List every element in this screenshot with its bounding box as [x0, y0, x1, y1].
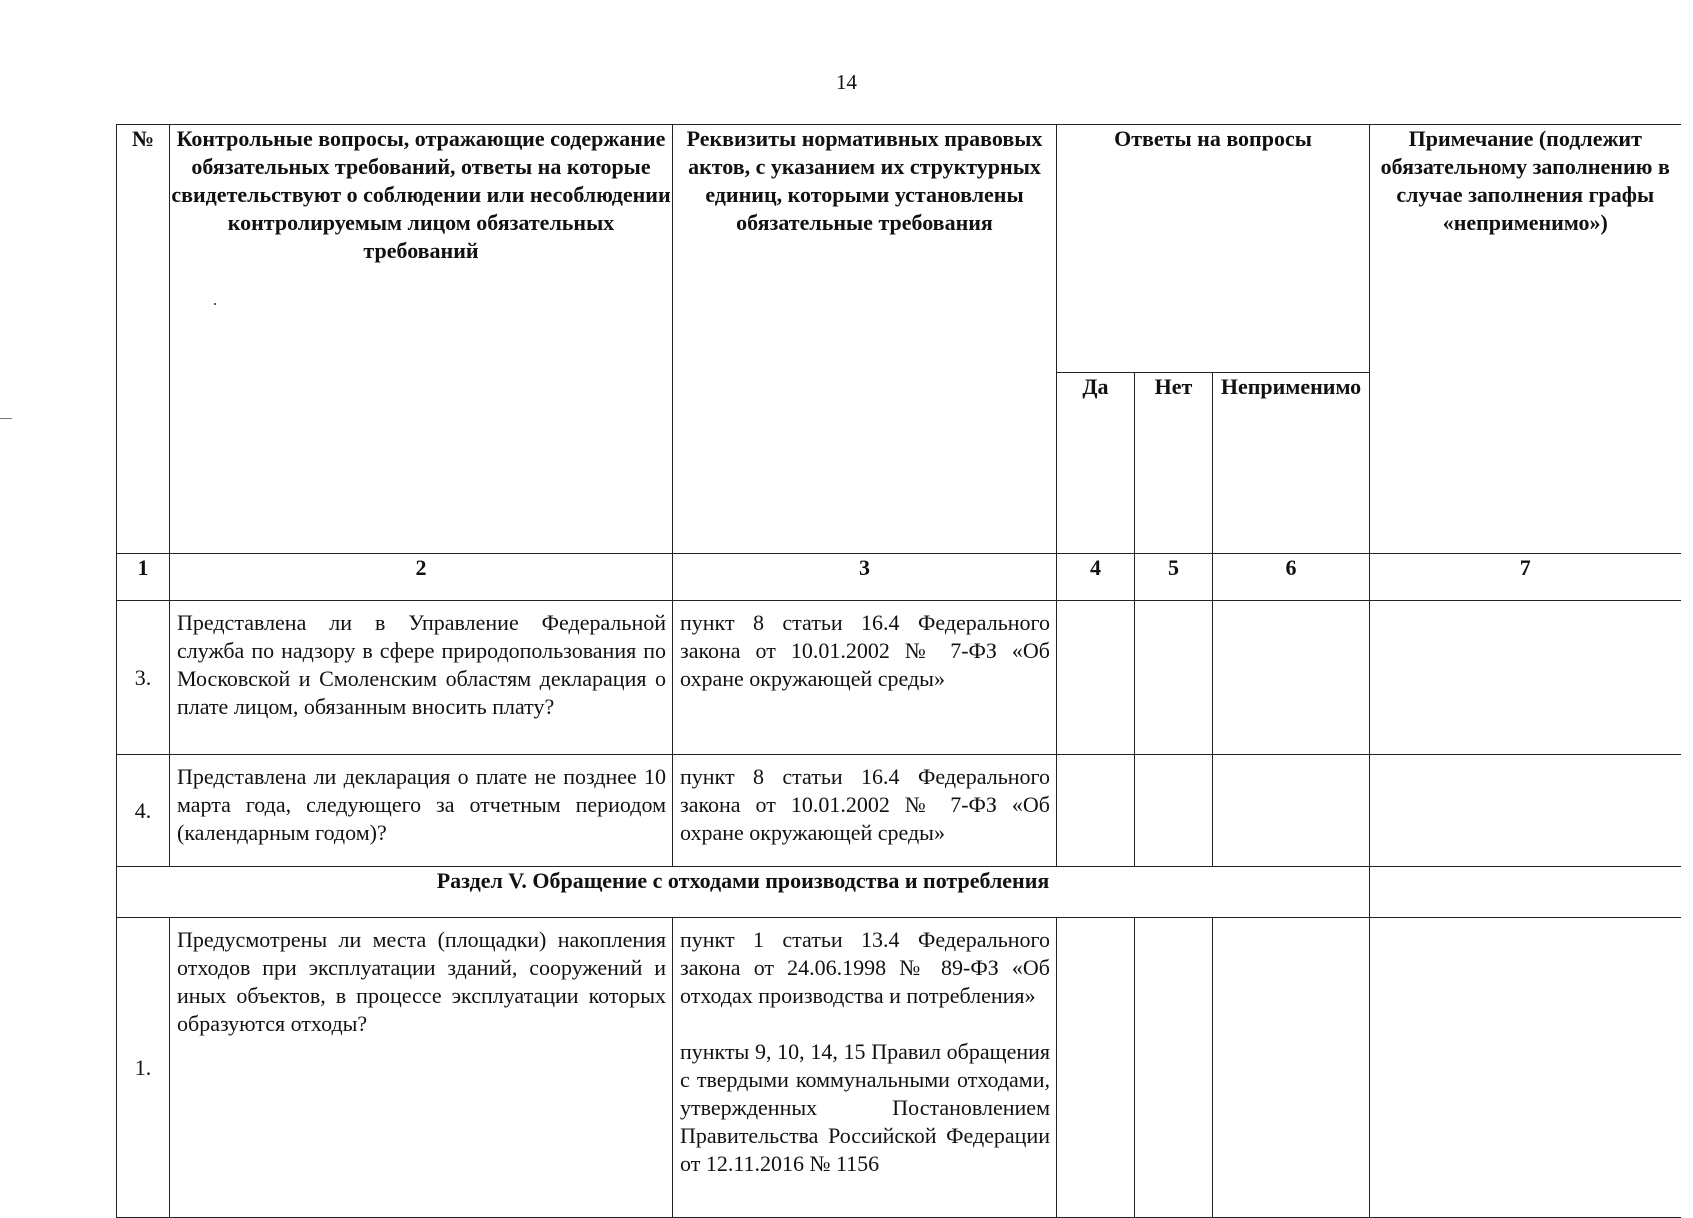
- column-number: 5: [1135, 554, 1213, 601]
- question-text: Предусмотрены ли места (площадки) накопления отходов при эксплуатации зданий, сооружений и иных объектов, в процессе эксплуатации которых образуются отходы?: [177, 927, 666, 1036]
- row-acts: [673, 755, 1057, 867]
- column-number: 7: [1370, 554, 1681, 601]
- act-reference: пункт 8 статьи 16.4 Федерального закона от 10.01.2002 № 7-ФЗ «Об охране окружающей среды»: [680, 764, 1050, 845]
- column-number-row: [117, 554, 1681, 601]
- answer-na-cell[interactable]: [1213, 601, 1370, 755]
- column-number: 4: [1057, 554, 1135, 601]
- column-number: 6: [1213, 554, 1370, 601]
- header-row: [117, 125, 1681, 373]
- checklist-table: [116, 124, 1681, 1218]
- column-number: 2: [170, 554, 673, 601]
- answer-na-cell[interactable]: [1213, 755, 1370, 867]
- answer-no-cell[interactable]: [1135, 755, 1213, 867]
- header-acts: Реквизиты нормативных правовых актов, с указанием их структурных единиц, которыми установлены обязательные требования: [673, 125, 1057, 554]
- question-text: Представлена ли в Управление Федеральной служба по надзору в сфере природопользования по Московской и Смоленским областям декларация о плате лицом, обязанным вносить плату?: [177, 610, 666, 719]
- act-reference: пункты 9, 10, 14, 15 Правил обращения с твердыми коммунальными отходами, утвержденных Постановлением Правительства Российской Федерации от 12.11.2016 № 1156: [680, 1039, 1050, 1176]
- row-question: [170, 755, 673, 867]
- table-row: [117, 918, 1681, 1218]
- header-no: Нет: [1135, 373, 1213, 554]
- page-number: 14: [836, 70, 857, 94]
- answer-na-cell[interactable]: [1213, 918, 1370, 1218]
- answer-yes-cell[interactable]: [1057, 601, 1135, 755]
- row-acts: [673, 918, 1057, 1218]
- header-answers: Ответы на вопросы: [1057, 125, 1370, 373]
- act-reference: пункт 8 статьи 16.4 Федерального закона от 10.01.2002 № 7-ФЗ «Об охране окружающей среды»: [680, 610, 1050, 691]
- answer-no-cell[interactable]: [1135, 918, 1213, 1218]
- row-question: [170, 918, 673, 1218]
- row-number: 1.: [117, 918, 170, 1218]
- row-acts: [673, 601, 1057, 755]
- note-cell[interactable]: [1370, 755, 1681, 867]
- question-text: Представлена ли декларация о плате не позднее 10 марта года, следующего за отчетным периодом (календарным годом)?: [177, 764, 666, 845]
- section-title: Раздел V. Обращение с отходами производства и потребления: [117, 867, 1370, 918]
- section-note-cell: [1370, 867, 1681, 918]
- section-row: [117, 867, 1681, 918]
- row-number: 4.: [117, 755, 170, 867]
- note-cell[interactable]: [1370, 918, 1681, 1218]
- row-number: 3.: [117, 601, 170, 755]
- header-na: Неприменимо: [1213, 373, 1370, 554]
- table-row: [117, 755, 1681, 867]
- scan-edge-mark: [0, 418, 12, 419]
- note-cell[interactable]: [1370, 601, 1681, 755]
- table-row: [117, 601, 1681, 755]
- answer-yes-cell[interactable]: [1057, 755, 1135, 867]
- header-questions: Контрольные вопросы, отражающие содержание обязательных требований, ответы на которые свидетельствуют о соблюдении или несоблюдении контролируемым лицом обязательных требований: [170, 125, 673, 554]
- row-question: [170, 601, 673, 755]
- header-yes: Да: [1057, 373, 1135, 554]
- column-number: 1: [117, 554, 170, 601]
- answer-yes-cell[interactable]: [1057, 918, 1135, 1218]
- column-number: 3: [673, 554, 1057, 601]
- act-reference: пункт 1 статьи 13.4 Федерального закона от 24.06.1998 № 89-ФЗ «Об отходах производства и потребления»: [680, 927, 1050, 1008]
- answer-no-cell[interactable]: [1135, 601, 1213, 755]
- header-num: №: [117, 125, 170, 554]
- header-note: Примечание (подлежит обязательному заполнению в случае заполнения графы «неприменимо»): [1370, 125, 1681, 554]
